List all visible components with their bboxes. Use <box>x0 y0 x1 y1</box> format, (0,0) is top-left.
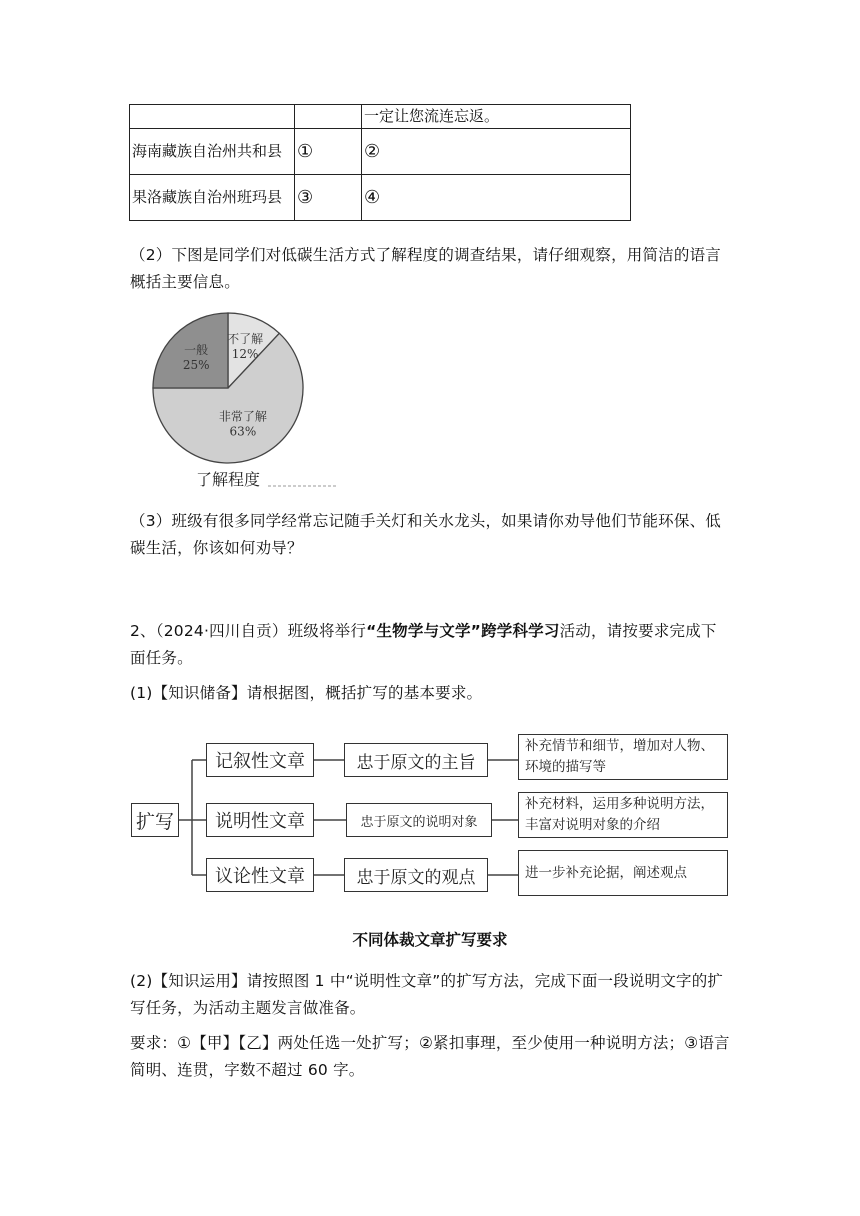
pie-value-label-0: 12% <box>231 346 259 361</box>
pie-label-0: 不了解 <box>227 331 264 346</box>
pie-label-2: 一般 <box>184 343 209 358</box>
flow-root: 扩写 <box>131 803 179 837</box>
question-two-text <box>130 618 730 672</box>
flow-caption: 不同体裁文章扩写要求 <box>352 931 508 949</box>
pie-value-label-1: 63% <box>229 424 257 439</box>
flow-desc-narrative: 补充情节和细节，增加对人物、环境的描写等 <box>518 734 728 780</box>
subquestion-2-text: (2)【知识运用】请按照图 1 中“说明性文章”的扩写方法，完成下面一段说明文字的扩写任务，为活动主题发言做准备。 <box>130 972 724 1017</box>
flow-type-argumentative: 议论性文章 <box>206 858 314 892</box>
question-two-bold-1: “生物学与文学” <box>366 622 482 640</box>
table-cell: 海南藏族自治州共和县 <box>130 129 295 175</box>
question-two-bold-2: 跨学科学习 <box>481 622 560 640</box>
table-row <box>130 129 631 175</box>
subquestion-1-text: (1)【知识储备】请根据图，概括扩写的基本要求。 <box>130 684 483 702</box>
flow-principle-narrative: 忠于原文的主旨 <box>344 743 488 777</box>
flow-type-expository: 说明性文章 <box>206 803 314 837</box>
pie-chart <box>140 306 340 496</box>
county-table <box>129 104 631 221</box>
question-3-text: （3）班级有很多同学经常忘记随手关灯和关水龙头，如果请你劝导他们节能环保、低碳生活，你该如何劝导？ <box>130 512 721 557</box>
pie-label-1: 非常了解 <box>218 409 267 424</box>
question-2-text: （2）下图是同学们对低碳生活方式了解程度的调查结果，请仔细观察，用简洁的语言概括主要信息。 <box>130 246 721 291</box>
table-cell: ② <box>362 129 631 175</box>
table-cell: ③ <box>295 175 362 221</box>
table-cell <box>130 105 295 129</box>
flow-desc-argumentative: 进一步补充论据，阐述观点 <box>518 850 728 896</box>
table-cell <box>295 105 362 129</box>
flow-desc-expository: 补充材料，运用多种说明方法，丰富对说明对象的介绍 <box>518 792 728 838</box>
question-two-post: 活动，请按要求完成下面任务。 <box>130 622 717 667</box>
question-two-pre: 2、（2024·四川自贡）班级将举行 <box>130 622 367 640</box>
pie-value-label-2: 25% <box>182 358 210 373</box>
requirements-text: 要求：①【甲】【乙】两处任选一处扩写；②紧扣事理，至少使用一种说明方法；③语言简明、连贯，字数不超过 60 字。 <box>130 1034 730 1079</box>
table-cell: ④ <box>362 175 631 221</box>
flow-principle-argumentative: 忠于原文的观点 <box>344 858 488 892</box>
chart-title: 了解程度 <box>195 470 261 489</box>
flow-principle-expository: 忠于原文的说明对象 <box>346 803 492 837</box>
flow-type-narrative: 记叙性文章 <box>206 743 314 777</box>
table-cell: 一定让您流连忘返。 <box>362 105 631 129</box>
table-cell: 果洛藏族自治州班玛县 <box>130 175 295 221</box>
table-row <box>130 105 631 129</box>
table-row <box>130 175 631 221</box>
table-cell: ① <box>295 129 362 175</box>
